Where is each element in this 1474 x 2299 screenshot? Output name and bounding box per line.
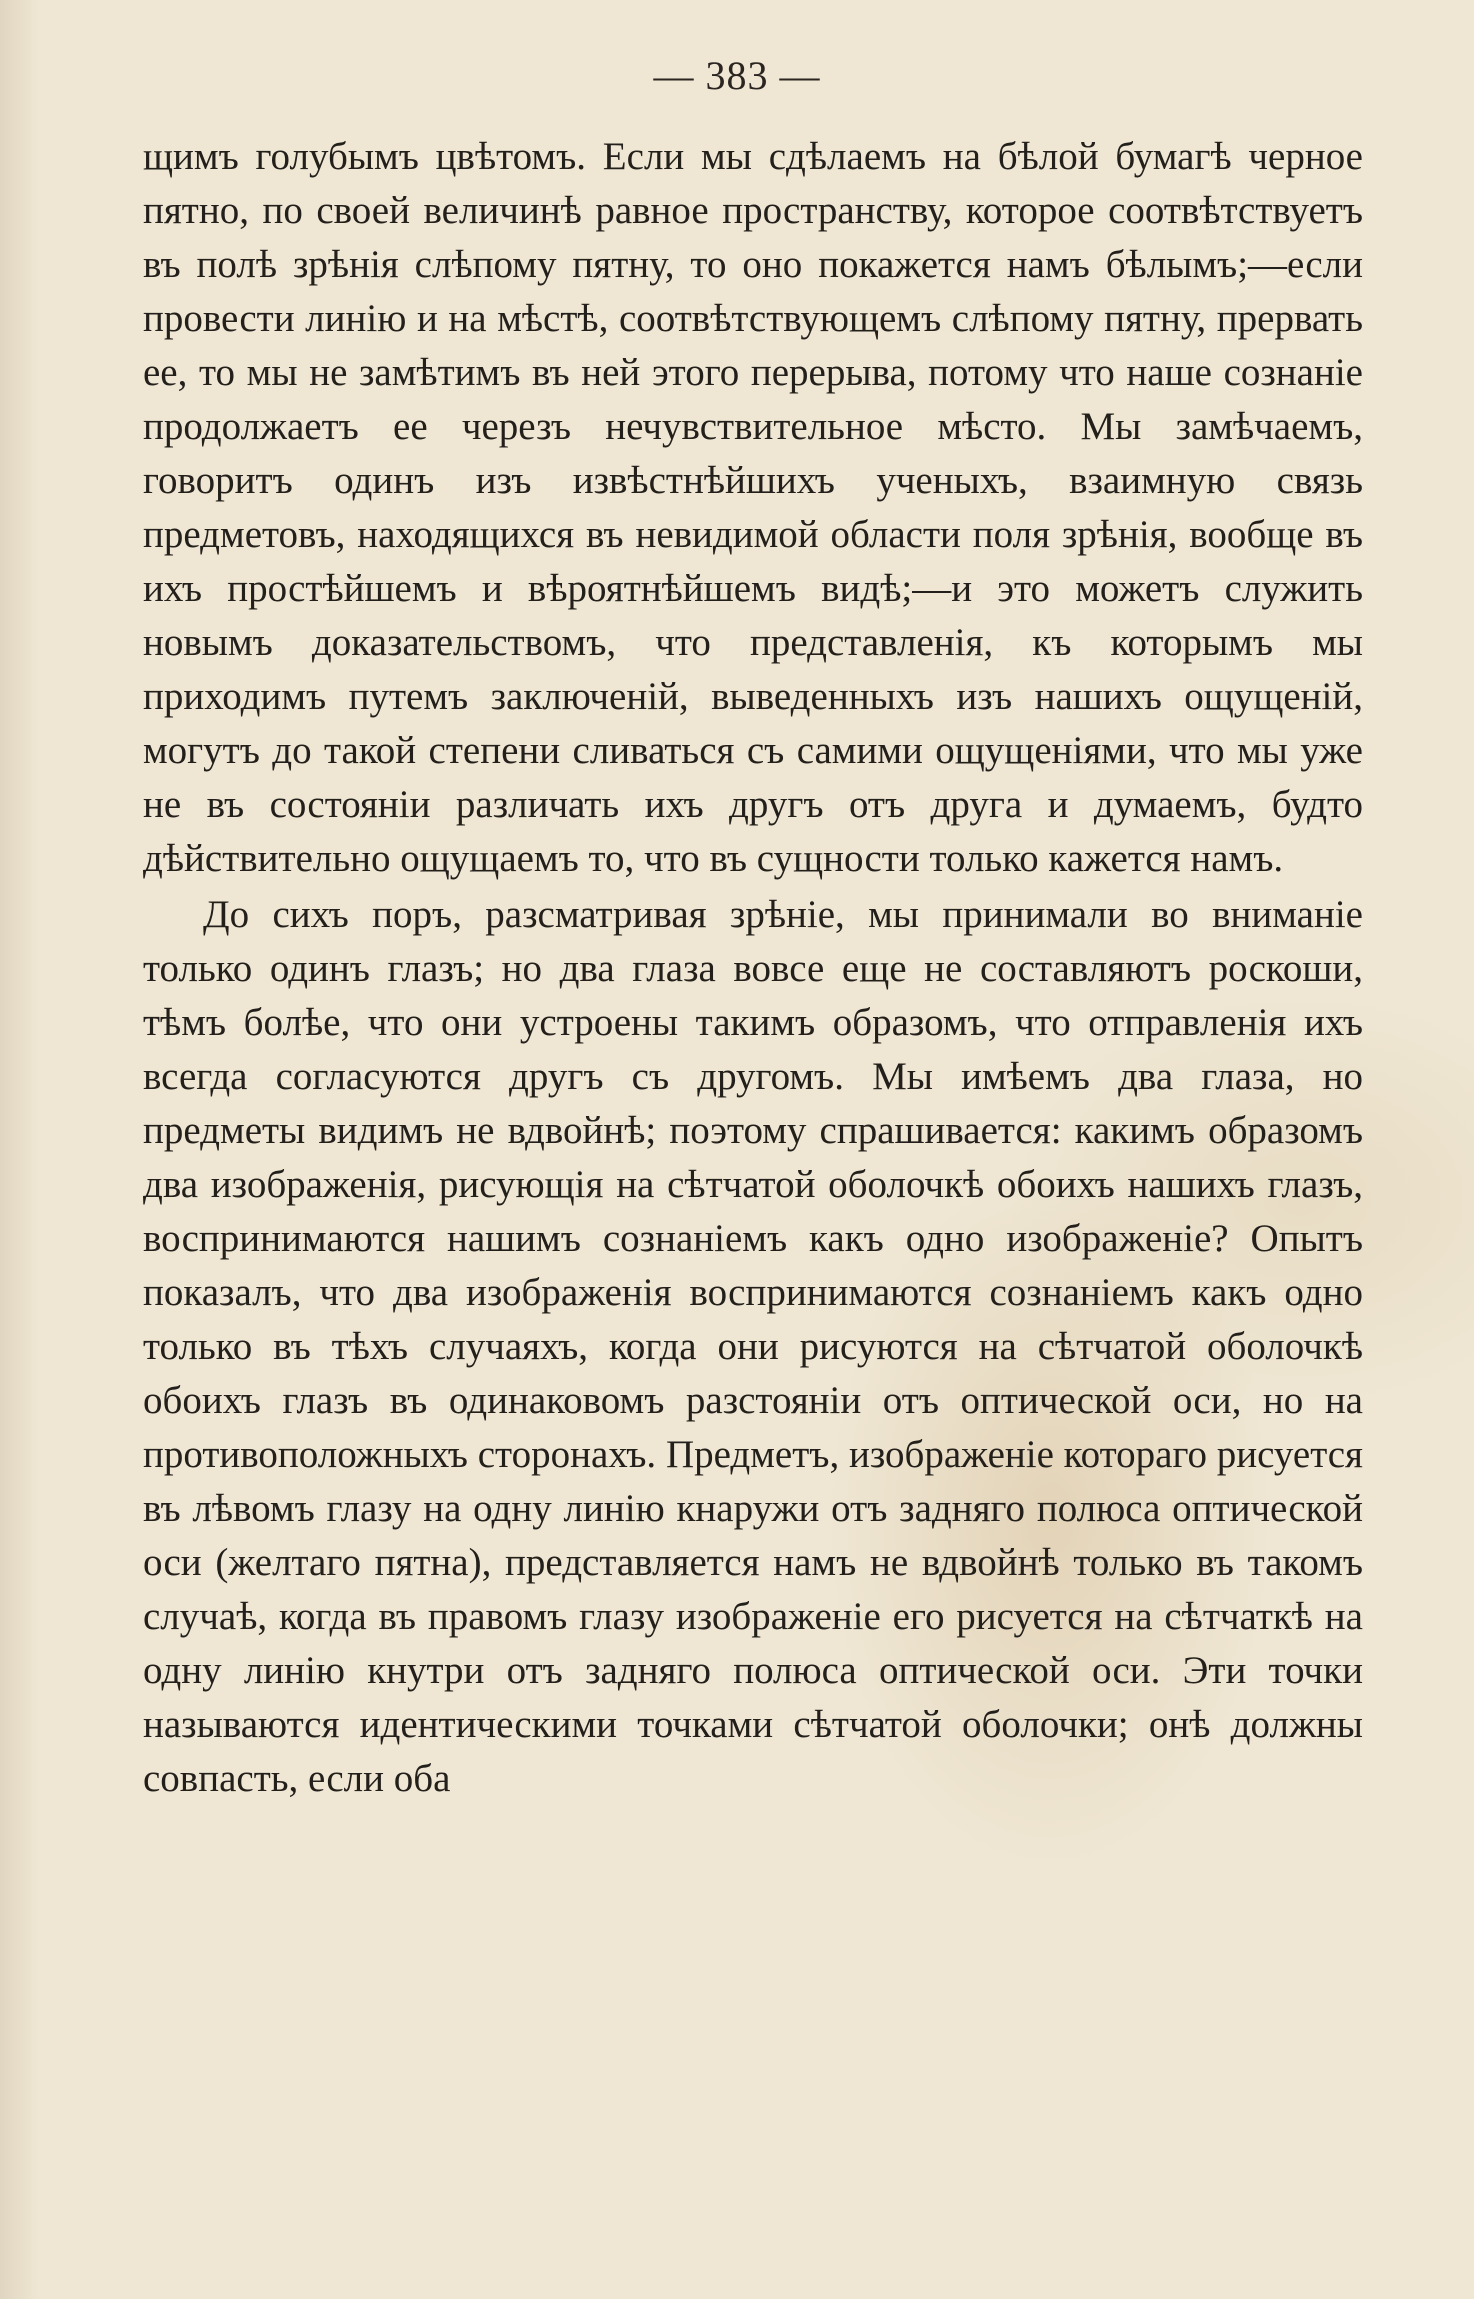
paragraph-2: До сихъ поръ, разсматривая зрѣніе, мы принимали во вниманіе только одинъ глазъ; но два глаза вовсе еще не составляютъ роскоши, тѣмъ болѣе, что они устроены такимъ образомъ, что отправленія ихъ всегда согласуются другъ съ другомъ. Мы имѣемъ два глаза, но предметы видимъ не вдвойнѣ; поэтому спрашивается: какимъ образомъ два изображенія, рисующія на сѣтчатой оболочкѣ обоихъ нашихъ глазъ, воспринимаются нашимъ сознаніемъ какъ одно изображеніе? Опытъ показалъ, что два изображенія воспринимаются сознаніемъ какъ одно только въ тѣхъ случаяхъ, когда они рисуются на сѣтчатой оболочкѣ обоихъ глазъ въ одинаковомъ разстояніи отъ оптической оси, но на противоположныхъ сторонахъ. Предметъ, изображеніе котораго рисуется въ лѣвомъ глазу на одну линію кнаружи отъ задняго полюса оптической оси (желтаго пятна), представляется намъ не вдвойнѣ только въ такомъ случаѣ, когда въ правомъ глазу изображеніе его рисуется на сѣтчаткѣ на одну линію кнутри отъ задняго полюса оптической оси. Эти точки называются идентическими точками сѣтчатой оболочки; онѣ должны совпасть, если оба [143,893,1363,1800]
body-text [143,130,1363,1806]
page-number: — 383 — [653,53,821,98]
paragraph-1: щимъ голубымъ цвѣтомъ. Если мы сдѣлаемъ на бѣлой бумагѣ черное пятно, по своей величинѣ равное пространству, которое соотвѣтствуетъ въ полѣ зрѣнія слѣпому пятну, то оно покажется намъ бѣлымъ;—если провести линію и на мѣстѣ, соотвѣтствующемъ слѣпому пятну, прервать ее, то мы не замѣтимъ въ ней этого перерыва, потому что наше сознаніе продолжаетъ ее черезъ нечувствительное мѣсто. Мы замѣчаемъ, говоритъ одинъ изъ извѣстнѣйшихъ ученыхъ, взаимную связь предметовъ, находящихся въ невидимой области поля зрѣнія, вообще въ ихъ простѣйшемъ и вѣроятнѣйшемъ видѣ;—и это можетъ служить новымъ доказательствомъ, что представленія, къ которымъ мы приходимъ путемъ заключеній, выведенныхъ изъ нашихъ ощущеній, могутъ до такой степени сливаться съ самими ощущеніями, что мы уже не въ состояніи различать ихъ другъ отъ друга и думаемъ, будто дѣйствительно ощущаемъ то, что въ сущности только кажется намъ. [143,135,1363,880]
